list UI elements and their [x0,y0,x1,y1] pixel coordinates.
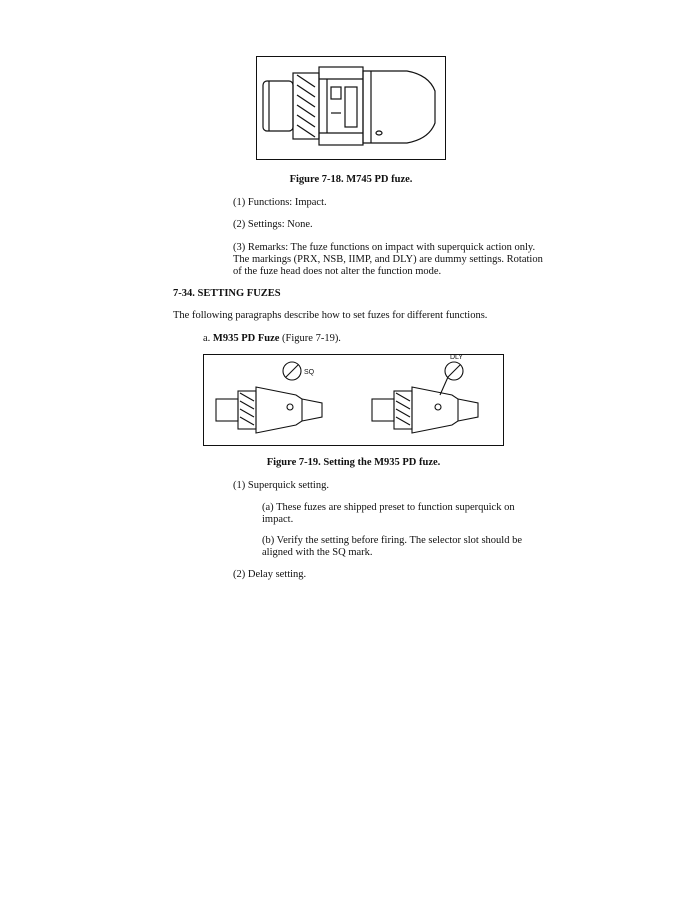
delay-heading: (2) Delay setting. [233,569,307,580]
section-heading: 7-34. SETTING FUZES [173,288,281,299]
superquick-heading: (1) Superquick setting. [233,480,329,491]
superquick-a-line-2: impact. [262,514,294,525]
superquick-a-line-1: (a) These fuzes are shipped preset to function superquick on [262,502,515,513]
m745-fuze-drawing [257,57,444,158]
subsection-a-figure-ref: (Figure 7-19). [279,333,341,344]
superquick-b-line-1: (b) Verify the setting before firing. The selector slot should be [262,535,523,546]
subsection-a-prefix: a. [203,333,213,344]
m745-remarks-line-1: (3) Remarks: The fuze functions on impact with superquick action only. [233,242,536,253]
figure-7-18-caption: Figure 7-18. M745 PD fuze. [289,174,413,185]
section-intro: The following paragraphs describe how to set fuzes for different functions. [173,310,488,321]
dly-mark-label: DLY [450,354,464,361]
figure-7-19-caption: Figure 7-19. Setting the M935 PD fuze. [266,457,441,468]
m935-fuze-drawing [204,355,502,444]
m745-functions: (1) Functions: Impact. [233,197,327,208]
figure-7-18 [256,56,446,160]
figure-7-19 [203,354,504,446]
subsection-a [203,332,341,345]
m745-remarks-line-3: of the fuze head does not alter the function mode. [233,266,442,277]
subsection-a-title: M935 PD Fuze [212,333,280,344]
m745-settings: (2) Settings: None. [233,219,313,230]
m745-remarks-line-2: The markings (PRX, NSB, IIMP, and DLY) are dummy settings. Rotation [233,254,543,265]
superquick-b-line-2: aligned with the SQ mark. [262,547,373,558]
sq-mark-label: SQ [304,369,315,376]
